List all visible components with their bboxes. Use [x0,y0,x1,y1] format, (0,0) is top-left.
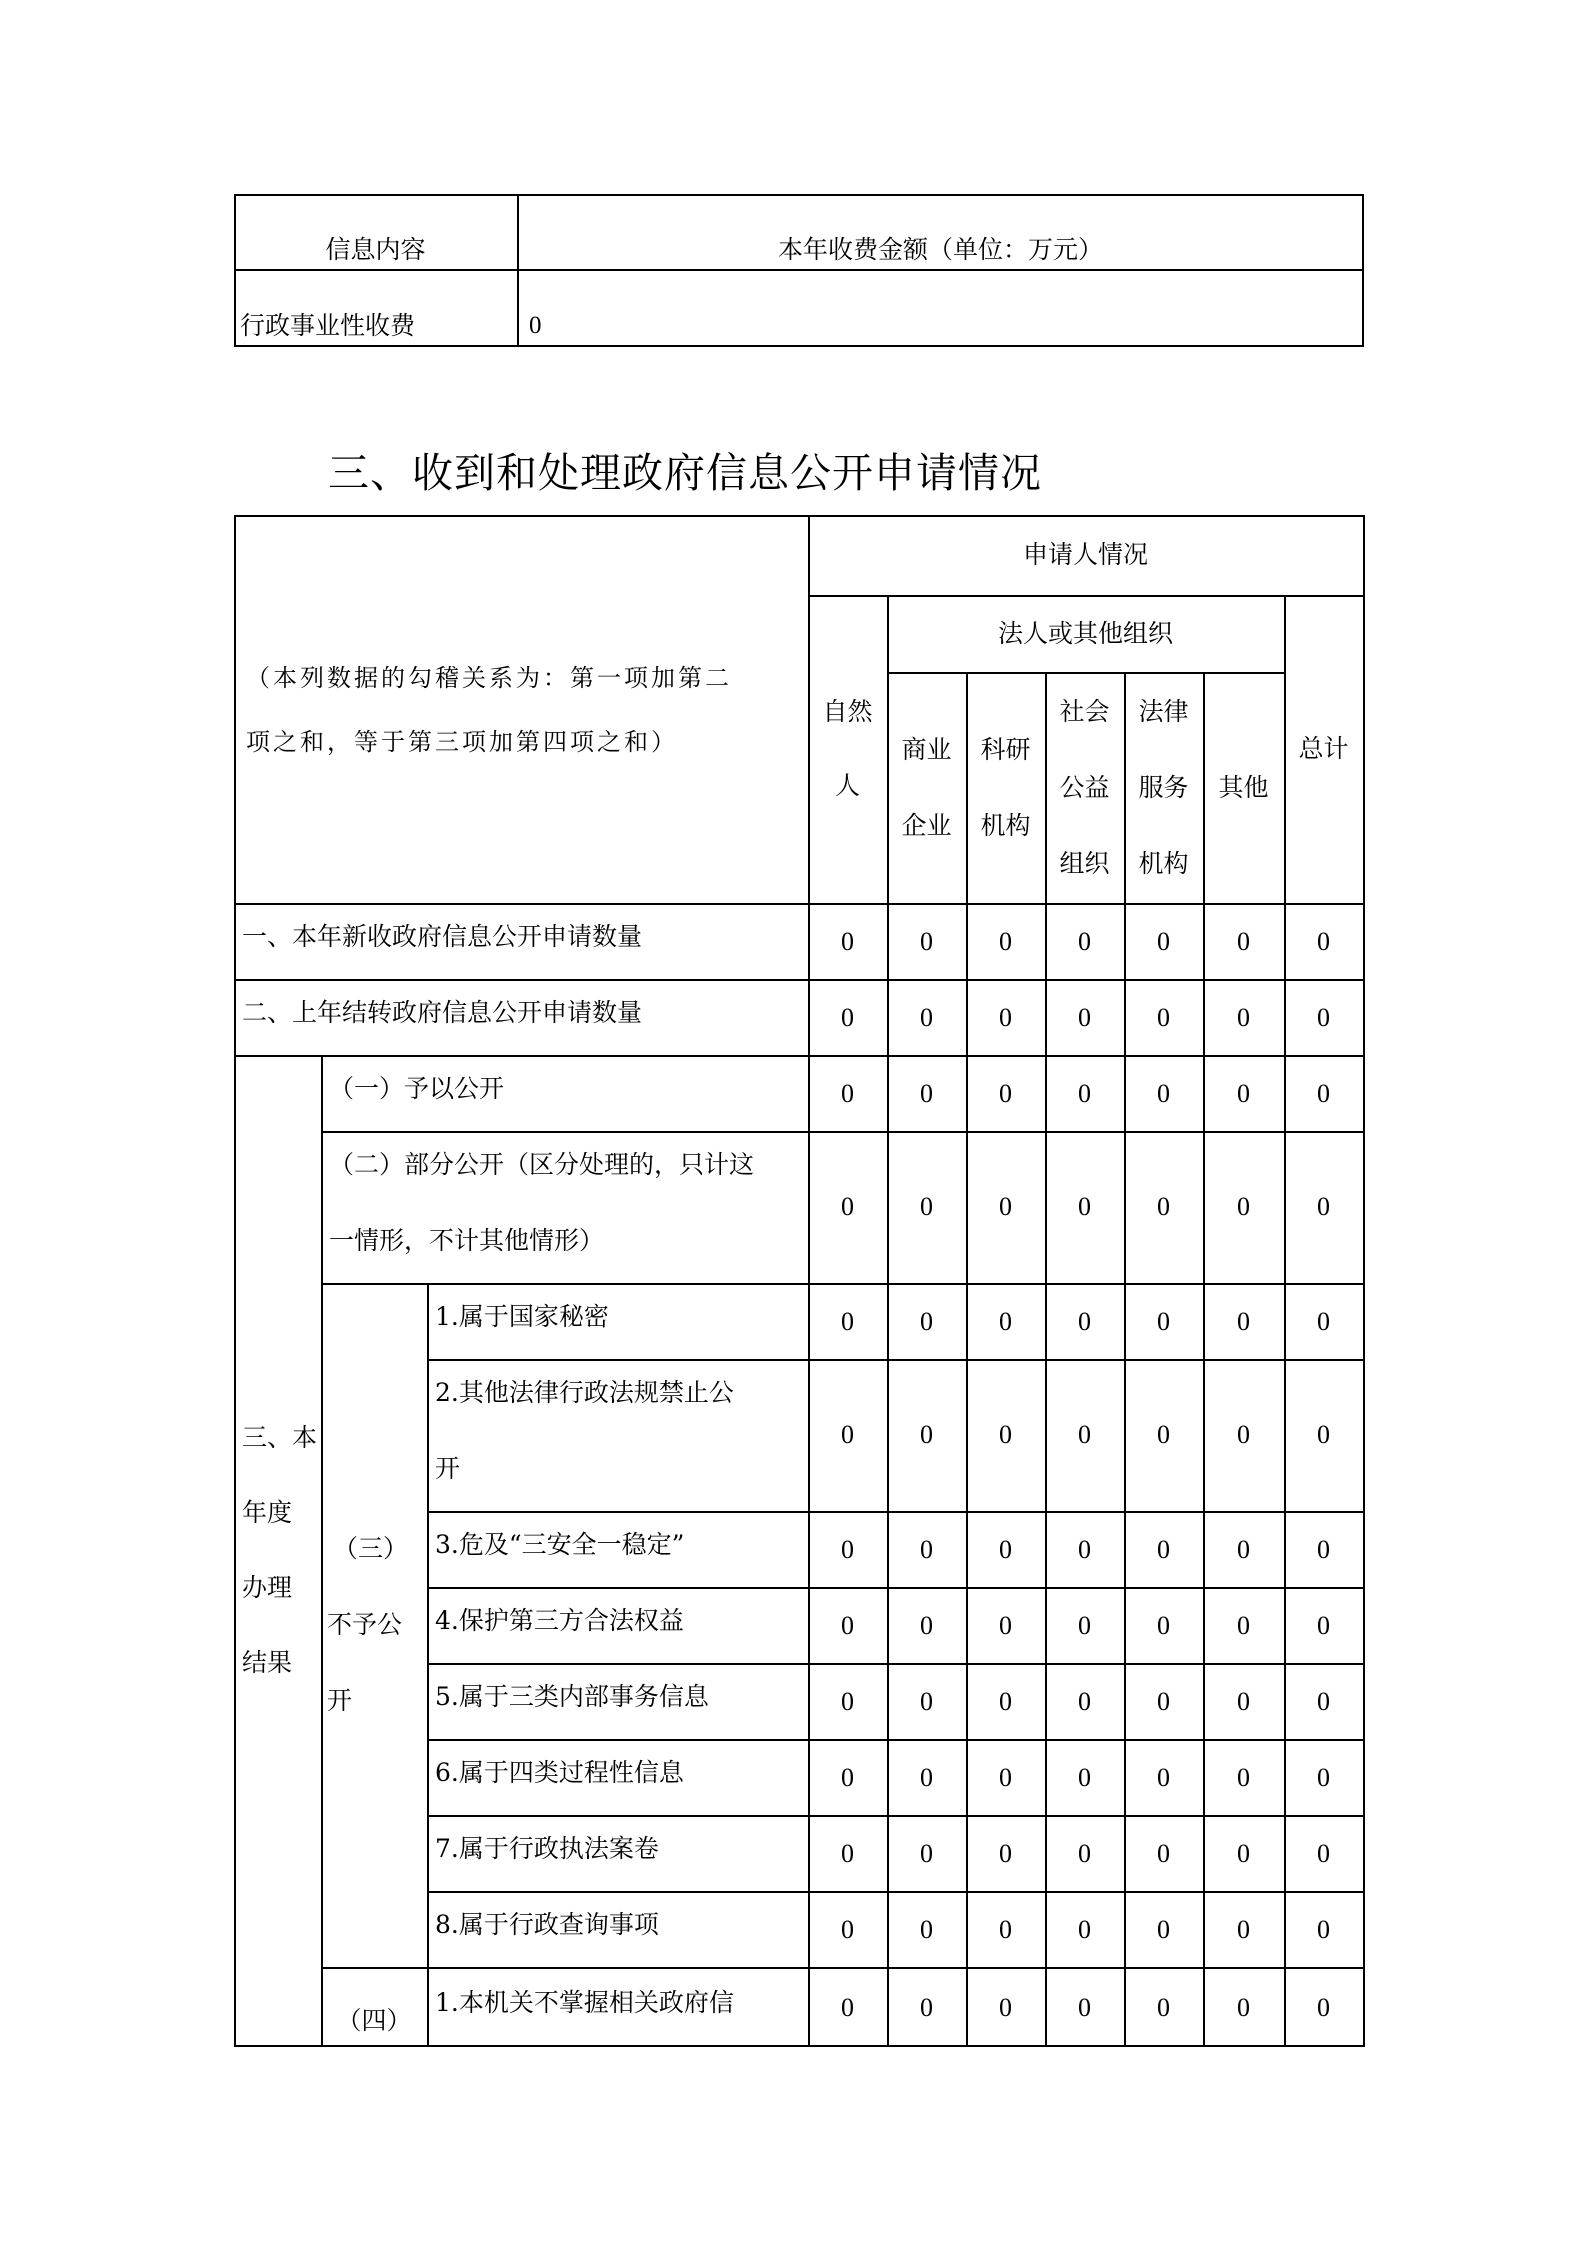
grid-line [234,979,1365,981]
value-cell: 0 [1078,1420,1091,1449]
row-label [429,1891,808,1967]
value-cell: 0 [1157,1003,1170,1032]
value-cell: 0 [1317,927,1330,956]
value-cell: 0 [999,1535,1012,1564]
grid-line [887,595,889,2047]
grid-line [321,1131,1365,1133]
grid-line [427,1283,429,2047]
value-cell: 0 [1078,1763,1091,1792]
value-cell: 0 [1157,1307,1170,1336]
grid-line [234,515,1365,517]
grid-line [234,2045,1365,2047]
value-cell: 0 [841,1915,854,1944]
value-cell: 0 [1078,1993,1091,2022]
row-label [429,1511,808,1587]
header-subcolumn-line: 机构 [980,810,1031,840]
value-cell: 0 [999,1192,1012,1221]
value-cell: 0 [1237,1307,1250,1336]
row-label-line: 4.保护第三方合法权益 [435,1606,684,1635]
grid-line [427,1663,1365,1665]
group-three-line3: 开 [327,1686,353,1715]
value-cell: 0 [1157,927,1170,956]
header-natural-person-line2: 人 [834,771,860,800]
value-cell: 0 [1237,1839,1250,1868]
value-cell: 0 [920,1763,933,1792]
value-cell: 0 [841,1079,854,1108]
value-cell: 0 [1157,1763,1170,1792]
value-cell: 0 [1237,1915,1250,1944]
value-cell: 0 [920,1611,933,1640]
group-four-label: （四） [336,2006,412,2035]
value-cell: 0 [1157,1611,1170,1640]
value-cell: 0 [999,1611,1012,1640]
header-subcolumn-line: 组织 [1059,848,1110,878]
value-cell: 0 [920,1307,933,1336]
group-three-label [321,1283,427,1967]
row-label [323,1131,808,1283]
header-subcolumn-line: 机构 [1138,848,1189,878]
section-three-line1: 三、本 [242,1423,318,1452]
value-cell: 0 [999,1003,1012,1032]
header-natural-person-line1: 自然 [822,697,873,726]
row-label-line: （二）部分公开（区分处理的，只计这 [329,1150,755,1179]
value-cell: 0 [920,1535,933,1564]
row-label-line: 开 [435,1454,461,1483]
value-cell: 0 [1157,1915,1170,1944]
value-cell: 0 [920,927,933,956]
value-cell: 0 [920,1420,933,1449]
value-cell: 0 [1237,1003,1250,1032]
value-cell: 0 [841,1420,854,1449]
value-cell: 0 [841,1763,854,1792]
grid-line [427,1587,1365,1589]
value-cell: 0 [1317,1611,1330,1640]
row-label [429,1663,808,1739]
value-cell: 0 [1157,1535,1170,1564]
value-cell: 0 [1317,1079,1330,1108]
header-subcolumn-line: 企业 [901,810,952,840]
grid-line [887,672,1286,674]
value-cell: 0 [920,1839,933,1868]
value-cell: 0 [1078,1307,1091,1336]
value-cell: 0 [841,1003,854,1032]
header-natural-person [808,595,887,903]
value-cell: 0 [999,1915,1012,1944]
value-cell: 0 [1237,1993,1250,2022]
value-cell: 0 [841,927,854,956]
value-cell: 0 [1317,1915,1330,1944]
row-label-line: （一）予以公开 [329,1074,505,1103]
table-note-line2: 项之和，等于第三项加第四项之和） [246,728,678,756]
row-label [429,1283,808,1359]
grid-line [321,1967,1365,1969]
header-subcolumn-line: 科研 [980,734,1031,764]
value-cell: 0 [999,1420,1012,1449]
header-subcolumn [1203,672,1284,903]
grid-line [808,595,1365,597]
value-cell: 0 [920,1687,933,1716]
value-cell: 0 [1237,1763,1250,1792]
fee-header-info: 信息内容 [325,235,426,264]
value-cell: 0 [1078,1611,1091,1640]
value-cell: 0 [1157,1192,1170,1221]
header-subcolumn-line: 商业 [901,734,952,764]
value-cell: 0 [1078,1535,1091,1564]
value-cell: 0 [841,1192,854,1221]
row-label [429,1815,808,1891]
value-cell: 0 [841,1993,854,2022]
row-label-line: 5.属于三类内部事务信息 [435,1682,709,1711]
fee-row-label: 行政事业性收费 [240,311,416,340]
value-cell: 0 [1317,1993,1330,2022]
fee-header-amount: 本年收费金额（单位：万元） [777,235,1103,264]
value-cell: 0 [1078,1687,1091,1716]
header-subcolumn-line: 其他 [1218,772,1269,802]
grid-line [321,1055,323,2047]
row-label-line: 一情形，不计其他情形） [329,1226,605,1255]
header-subcolumn-line: 法律 [1138,696,1189,726]
section-three-line3: 办理 [242,1573,293,1602]
value-cell: 0 [920,1915,933,1944]
grid-line [1363,515,1365,2047]
value-cell: 0 [1078,1915,1091,1944]
grid-line [427,1359,1365,1361]
row-label [236,903,808,979]
row-label-line: 3.危及“三安全一稳定” [435,1530,685,1559]
section-three-line4: 结果 [242,1648,293,1677]
grid-line [1284,595,1286,2047]
header-subcolumn [966,672,1045,903]
value-cell: 0 [1157,1993,1170,2022]
value-cell: 0 [1237,1192,1250,1221]
value-cell: 0 [841,1307,854,1336]
section-title: 三、收到和处理政府信息公开申请情况 [328,449,1042,497]
row-label-line: 1.本机关不掌握相关政府信 [435,1988,734,2017]
value-cell: 0 [1317,1687,1330,1716]
value-cell: 0 [1237,1079,1250,1108]
grid-line [234,903,1365,905]
value-cell: 0 [1237,1420,1250,1449]
row-label [323,1055,808,1131]
value-cell: 0 [1317,1307,1330,1336]
section-three-label [236,1055,321,2045]
value-cell: 0 [999,1687,1012,1716]
value-cell: 0 [1078,1192,1091,1221]
row-label-line: 7.属于行政执法案卷 [435,1834,659,1863]
row-label [429,1739,808,1815]
value-cell: 0 [920,1079,933,1108]
value-cell: 0 [999,1993,1012,2022]
header-legal-entity: 法人或其他组织 [997,618,1173,648]
value-cell: 0 [841,1535,854,1564]
value-cell: 0 [920,1003,933,1032]
row-label-line: 一、本年新收政府信息公开申请数量 [242,922,643,951]
row-label [429,1587,808,1663]
grid-line [234,1055,1365,1057]
value-cell: 0 [1317,1763,1330,1792]
value-cell: 0 [1078,927,1091,956]
value-cell: 0 [920,1993,933,2022]
row-label-line: 二、上年结转政府信息公开申请数量 [242,998,643,1027]
header-subcolumn [1045,672,1124,903]
grid-line [234,515,236,2047]
grid-line [427,1511,1365,1513]
value-cell: 0 [1237,1611,1250,1640]
value-cell: 0 [999,1839,1012,1868]
value-cell: 0 [999,1307,1012,1336]
section-three-line2: 年度 [242,1498,293,1527]
value-cell: 0 [1157,1687,1170,1716]
value-cell: 0 [1237,927,1250,956]
header-subcolumn-line: 公益 [1059,772,1110,802]
grid-line [427,1891,1365,1893]
header-subcolumn-line: 社会 [1059,696,1110,726]
value-cell: 0 [920,1192,933,1221]
header-subcolumn-line: 服务 [1138,772,1189,802]
group-three-line2: 不予公 [327,1610,403,1639]
row-label [236,979,808,1055]
value-cell: 0 [1157,1420,1170,1449]
grid-line [808,515,810,2047]
group-three-line1: （三） [333,1534,409,1563]
value-cell: 0 [1078,1079,1091,1108]
value-cell: 0 [841,1687,854,1716]
value-cell: 0 [1157,1839,1170,1868]
table-note-line1: （本列数据的勾稽关系为：第一项加第二 [246,664,732,692]
header-subcolumn [1124,672,1203,903]
fee-row-value: 0 [529,312,542,339]
value-cell: 0 [1317,1420,1330,1449]
header-total: 总计 [1298,734,1349,763]
value-cell: 0 [999,927,1012,956]
value-cell: 0 [1317,1839,1330,1868]
header-applicant: 申请人情况 [1022,540,1148,569]
row-label-line: 2.其他法律行政法规禁止公 [435,1378,734,1407]
grid-line [427,1739,1365,1741]
row-label [429,1359,808,1511]
value-cell: 0 [841,1611,854,1640]
value-cell: 0 [1157,1079,1170,1108]
value-cell: 0 [999,1763,1012,1792]
value-cell: 0 [1237,1687,1250,1716]
value-cell: 0 [1317,1535,1330,1564]
value-cell: 0 [1078,1003,1091,1032]
grid-line [427,1815,1365,1817]
value-cell: 0 [1237,1535,1250,1564]
header-subcolumn [887,672,966,903]
row-label-line: 6.属于四类过程性信息 [435,1758,684,1787]
value-cell: 0 [999,1079,1012,1108]
row-label-line: 1.属于国家秘密 [435,1302,609,1331]
value-cell: 0 [1078,1839,1091,1868]
value-cell: 0 [841,1839,854,1868]
grid-line [321,1283,1365,1285]
value-cell: 0 [1317,1192,1330,1221]
value-cell: 0 [1317,1003,1330,1032]
row-label [429,1967,808,2045]
row-label-line: 8.属于行政查询事项 [435,1910,659,1939]
table-note [236,620,806,800]
